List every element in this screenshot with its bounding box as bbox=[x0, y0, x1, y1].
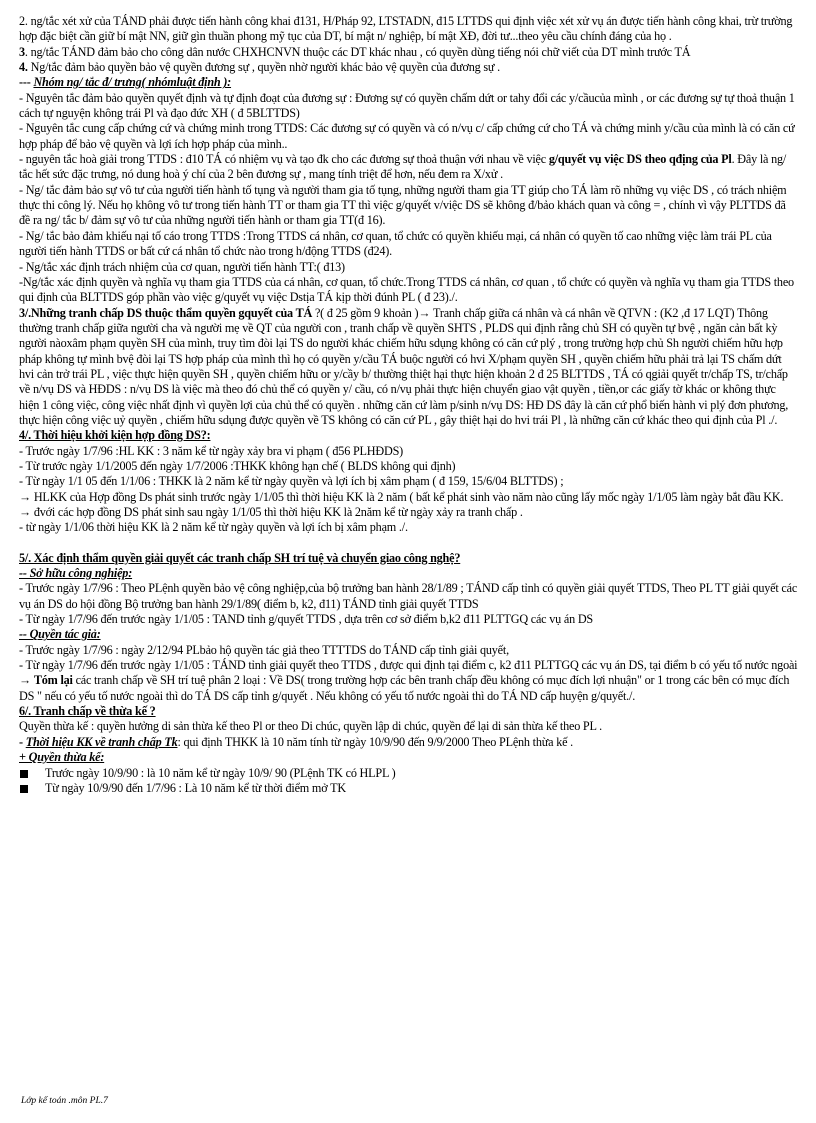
section-6-title: 6/. Tranh chấp về thừa kế ? bbox=[19, 704, 156, 719]
paragraph-4 bbox=[19, 60, 798, 75]
list-item-text: Từ ngày 10/9/90 đến 1/7/96 : Là 10 năm kể từ thời điểm mở TK bbox=[45, 780, 346, 795]
principle-item: - Nguyên tắc đảm bảo quyền quyết định và tự định đoạt của đương sự : Đương sự có quyền chấm dứt or tahy đổi các y/cầucủa mình , or các đương sự tự thoả thuận 1 cách tự nguyện không trái Pl và đạo đức XH ( đ 5BLTTDS) bbox=[19, 90, 795, 121]
text: . Đây là ng/ tắc hết sức đặc trưng, nó dung hoà ý chí của 2 bên đương sự , mang tính triệt để hơn, nếu đem ra X/xử . bbox=[19, 152, 787, 182]
section-4-line: → HLKK của Hợp đồng Ds phát sinh trước ngày 1/1/05 thì thời hiệu KK là 2 năm ( bất kể phát sinh vào năm nào cũng lấy mốc ngày 1/1/05 làm ngày bắt đầu KK. bbox=[19, 489, 784, 504]
section-3-text: ?( đ 25 gồm 9 khoản )→ Tranh chấp giữa cá nhân và cá nhân về QTVN : (K2 ,đ 17 LQT) Thông thường tranh chấp giữa người cha và người mẹ về QT của người con , tranh chấp về quyền SHTS , PLDS qui định rằng chủ SH có quyền tự bvệ , ngăn cản bất kỳ người nàoxâm phạm quyền SH của mình, truy tìm đòi lại TS do người khác chiếm hữu sdụng không có căn cứ plý , trong trường hợp chủ Sh người chiếm hữu hợp pháp không tự mình bvệ đòi lại TS hợp pháp của mình thì họ có quyền y/cầu TÁ buộc người có hvi X/phạm quyền SH , quyền chiếm hữu phải trả lại TS chấm dứt hvi cản trở trái PL , việc thực hiện quyền SH , quyền chiếm hữu or y/cầy b/ thường thiệt hại thực hiện khoản 2 đ 25 BLTTDS , TÁ có qgiải quyết tr/chấp TS, tr/chấp về n/vụ DS và HĐDS : n/vụ DS là việc mà theo đó chủ thể có quyền y/ cầu, có n/vụ phải thực hiện chuyển giao vật quyền , tiền,or các giấy tờ khác or không thực hiện 1 công việc, công việc nhất định vì quyền lợi của chủ thể có quyền . những căn cứ làm p/sinh n/vụ DS: HĐ DS đây là căn cứ phổ biến hành vi plý đơn phương, thực hiện công việc uỷ quyền , chiếm hữu sdụng được quyền về TS không có căn cứ PL , gây thiệt hại do hvi trái Pl , là những căn cứ khác theo qui định của Pl ./. bbox=[19, 305, 789, 427]
principle-item: - Ng/tắc xác định trách nhiệm của cơ quan, người tiến hành TT:( đ13) bbox=[19, 259, 345, 274]
section-5-line: - Từ ngày 1/7/96 đến trước ngày 1/1/05 : TAND tỉnh g/quyết TTDS , dựa trên cơ sở điểm b,k2 đ11 PLTTGQ các vụ án DS bbox=[19, 612, 594, 627]
section-5-line: - Trước ngày 1/7/96 : ngày 2/12/94 PLbảo hộ quyền tác giả theo TTTTDS do TÁND cấp tỉnh giải quyết, bbox=[19, 642, 509, 657]
paragraph-2: 2. ng/tắc xét xử của TÁND phải được tiến hành công khai đ131, H/Pháp 92, LTSTADN, đ15 LTTDS qui định việc xét xử vụ án được tiến hành công khai, trừ trường hợp đặc biệt cần giữ bí mật NN, giữ gìn thuần phong mỹ tục của DT, bí mật n/ nghiệp, bí mật XĐ, đời tư...theo yêu cầu chính đáng của họ . bbox=[19, 14, 793, 44]
section-4-line: → đvới các hợp đồng DS phát sinh sau ngày 1/1/05 thì thời hiệu KK là 2năm kể từ ngày xảy ra tranh chấp . bbox=[19, 505, 523, 519]
section-5-line: - Trước ngày 1/7/96 : Theo PLệnh quyền bảo vệ công nghiệp,của bộ trưởng ban hành 28/1/89 ; TÁND cấp tỉnh có quyền giải quyết TTDS, Theo PL TT giải quyết các vụ án DS do hội đồng Bộ trưởng ban hành 29/1/89( điểm b, k2, đ11) TÁND tỉnh giải quyết TTDS bbox=[19, 581, 798, 611]
list-item bbox=[19, 766, 798, 781]
bold-text: Tóm lại bbox=[33, 673, 73, 688]
inheritance-list bbox=[19, 766, 798, 797]
group-prefix: --- bbox=[19, 75, 34, 90]
section-5-line: - Từ ngày 1/7/96 đến trước ngày 1/1/05 : TÁND tỉnh giải quyết theo TTDS , được qui định tại điểm c, k2 đ11 PLTTGQ các vụ án DS, tại điểm b có yếu tố nước ngoài bbox=[19, 658, 798, 673]
principle-item bbox=[19, 152, 798, 183]
section-4-line: - Từ trước ngày 1/1/2005 đến ngày 1/7/2006 :THKK không hạn chế ( BLDS không qui định) bbox=[19, 458, 456, 473]
section-3-title: 3/.Những tranh chấp DS thuộc thẩm quyền gquyết của TÁ bbox=[19, 305, 313, 320]
bold-text: g/quyết vụ việc DS theo qđịng của Pl bbox=[548, 152, 732, 167]
section-4-line: - Từ ngày 1/1 05 đến 1/1/06 : THKK là 2 năm kể từ ngày quyền và lợi ích bị xâm phạm ( đ 159, 15/6/04 BLTTDS) ; bbox=[19, 474, 564, 489]
arrow: → bbox=[19, 673, 34, 688]
text: : qui định THKK là 10 năm tính từ ngày 10/9/90 đến 9/9/2000 Theo PLệnh thừa kế . bbox=[177, 734, 574, 749]
bold-italic-text: Thời hiệu KK về tranh chấp Tk bbox=[25, 734, 178, 749]
paragraph-number: 4. bbox=[19, 60, 28, 75]
section-4-title: 4/. Thời hiệu khởi kiện hợp đồng DS?: bbox=[19, 428, 211, 443]
paragraph-number: 3 bbox=[19, 44, 25, 59]
paragraph-text: . ng/tắc TÁND đảm bảo cho công dân nước CHXHCNVN thuộc các DT khác nhau , có quyền dùng tiếng nói chữ viết của DT mình trước TÁ bbox=[24, 44, 691, 59]
paragraph-text: Ng/tắc đảm bảo quyền bảo vệ quyền đương sự , quyền nhờ người khác bảo vệ quyền của đương sự . bbox=[27, 60, 500, 75]
spacer bbox=[19, 536, 798, 551]
paragraph-3 bbox=[19, 45, 798, 60]
square-bullet-icon bbox=[20, 770, 28, 778]
list-item bbox=[19, 781, 798, 796]
group-heading bbox=[19, 75, 798, 90]
section-5-subheading: -- Quyền tác giả: bbox=[19, 627, 101, 642]
principle-item: -Ng/tắc xác định quyền và nghĩa vụ tham gia TTDS của cá nhân, cơ quan, tổ chức.Trong TTDS cá nhân, cơ quan , tổ chức có quyền và nghĩa vụ tham gia TTDS theo qui định của BLTTDS góp phần vào việc g/quyết vụ việc Dstịa TÁ kịp thời đúnh PL ( đ 23)./. bbox=[19, 274, 794, 305]
section-5-summary bbox=[19, 673, 798, 704]
section-6-subheading: + Quyền thừa kế: bbox=[19, 750, 105, 765]
section-4-line: - Trước ngày 1/7/96 :HL KK : 3 năm kể từ ngày xảy bra vi phạm ( đ56 PLHĐDS) bbox=[19, 443, 404, 458]
page-footer: Lớp kế toán .môn PL.7 bbox=[21, 1096, 108, 1106]
list-item-text: Trước ngày 10/9/90 : là 10 năm kể từ ngày 10/9/ 90 (PLệnh TK có HLPL ) bbox=[45, 765, 396, 780]
section-5-title: 5/. Xác định thẩm quyền giải quyết các tranh chấp SH trí tuệ và chuyển giao công nghệ? bbox=[19, 550, 461, 565]
square-bullet-icon bbox=[20, 785, 28, 793]
section-5-subheading: -- Sở hữu công nghiệp: bbox=[19, 566, 133, 581]
section-6-line bbox=[19, 735, 798, 750]
section-6-line: Quyền thừa kế : quyền hưởng di sản thừa kế theo Pl or theo Di chúc, quyền lập di chúc, quyền để lại di sản thừa kế theo PL . bbox=[19, 719, 602, 734]
principle-item: - Ng/ tắc bảo đảm khiếu nại tố cáo trong TTDS :Trong TTDS cá nhân, cơ quan, tổ chức có quyền khiếu mại, cá nhân có quyền tố cao những việc làm trái PL của người tiến hành TTDS or bất cứ cá nhân tổ chức nào trong h/động TTDS (đ24). bbox=[19, 228, 772, 259]
dash: - bbox=[19, 734, 26, 749]
principle-item: - Ng/ tắc đảm bảo sự vô tư của người tiến hành tố tụng và người tham gia tố tụng, những người tham gia TT giúp cho TÁ làm rõ những vụ việc DS , có trách nhiệm thực thi công lý. Nếu họ không vô tư trong tiến hành TT or tham gia TT thì việc g/quyết v/việc DS sẽ không đ/bảo khách quan và công = , chính vì vậy PLTTDS đã đề ra ng/ tắc b/ đảm sự vô tư của những người tiến hành or tham gia TT(đ 16). bbox=[19, 182, 787, 228]
text: - nguyên tắc hoà giải trong TTDS : đ10 TÁ có nhiệm vụ và tạo đk cho các đương sự thoả thuận với nhau về việc bbox=[19, 152, 549, 167]
section-4-line: - từ ngày 1/1/06 thời hiệu KK là 2 năm kể từ ngày quyền và lợi ích bị xâm phạm ./. bbox=[19, 520, 408, 535]
text: các tranh chấp về SH trí tuệ phân 2 loại : Về DS( trong trường hợp các bên tranh chấp đều không có mục đích lợi nhuận" or 1 trong các bên có mục đích DS " nếu có yếu tố nước ngoài thì do TÁ DS cấp tỉnh g/quyết . Nếu không có yếu tố nước ngoài thì do TÁ ND cấp huyện g/quyết./. bbox=[19, 673, 790, 703]
principle-item: - Nguyên tắc cung cấp chứng cứ và chứng minh trong TTDS: Các đương sự có quyền và có n/vụ c/ cấp chứng cứ cho TÁ và chứng minh y/cầu của mình là có căn cứ hợp pháp để bảo vệ quyền và lợi ích hợp pháp của mình.. bbox=[19, 121, 795, 151]
group-title: Nhóm ng/ tắc đ/ trưng( nhómluật định ): bbox=[33, 75, 232, 90]
section-3 bbox=[19, 306, 798, 429]
